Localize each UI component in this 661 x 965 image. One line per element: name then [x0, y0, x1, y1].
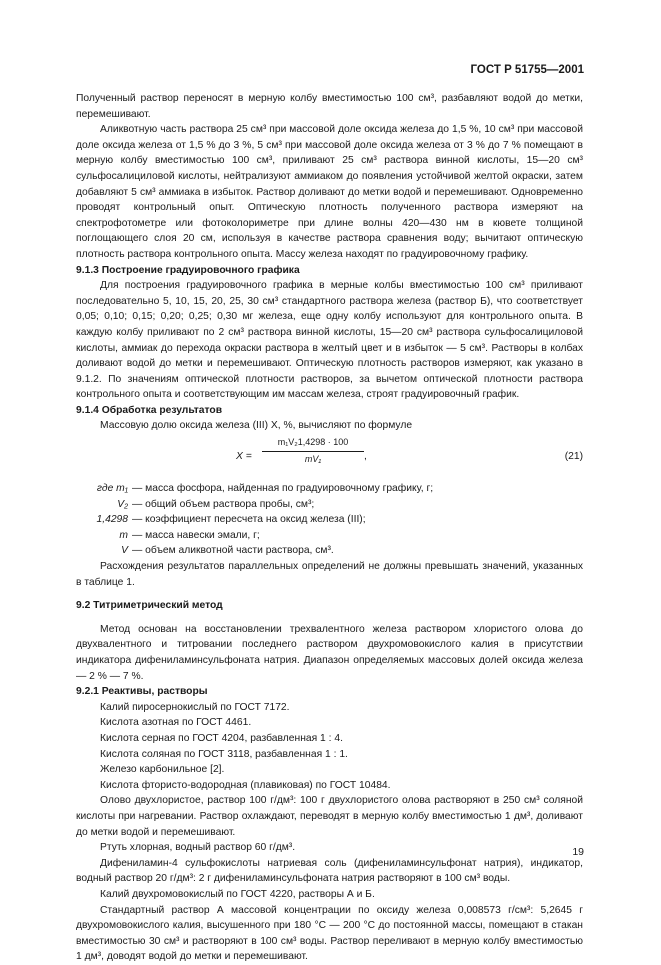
intro-paragraph: Полученный раствор переносят в мерную колбу вместимостью 100 см³, разбавляют водой до метки, перемешивают. — [76, 93, 583, 120]
section-9-2-heading: 9.2 Титриметрический метод — [76, 600, 223, 612]
formula-comma: , — [364, 451, 367, 463]
section-9-1-3-paragraph: Для построения градуировочного графика в мерные колбы вместимостью 100 см³ приливают последовательно 5, 10, 15, 20, 25, 30 см³ стандартного раствора железа (раствор Б), что соответствует 0,05; 0,10; 0,15; 0,20; 0,25; 0,30 мг железа, еще одну колбу используют для контрольного опыта. В каждую колбу приливают по 2 см³ раствора винной кислоты, 15—20 см³ раствора сульфосалициловой кислоты, аммиак до перехода окраски раствора в желтый цвет и в избыток — 5 см³. Растворы в колбах доливают водой до метки и перемешивают. Оптическую плотность растворов измеряют, как указано в 9.1.2. По значениям оптической плотности растворов, за вычетом оптической плотности раствора контрольного опыта и соответствующим им массам железа, строят градуировочный график. — [76, 280, 583, 401]
where-term: 1,4298 — [96, 514, 128, 526]
where-term: где m₁ — [96, 483, 128, 495]
formula-fraction — [262, 436, 364, 466]
where-desc: — масса навески эмали, г; — [132, 529, 260, 541]
formula-lhs: X = — [236, 451, 252, 463]
reagent-item: Кислота азотная по ГОСТ 4461. — [100, 717, 252, 729]
formula-denominator: mV₁ — [304, 454, 322, 465]
section-9-1-4-heading: 9.1.4 Обработка результатов — [76, 404, 223, 416]
where-desc: — масса фосфора, найденная по градуировочному графику, г; — [132, 483, 434, 495]
reagent-item: Кислота серная по ГОСТ 4204, разбавленная 1 : 4. — [100, 732, 343, 744]
where-item — [76, 528, 583, 544]
formula-numerator: m₁V₂1,4298 · 100 — [262, 436, 364, 452]
where-item — [76, 512, 583, 528]
section-9-2-1-heading: 9.2.1 Реактивы, растворы — [76, 686, 208, 698]
document-code: ГОСТ Р 51755—2001 — [470, 64, 584, 76]
reagent-item: Калий двухромовокислый по ГОСТ 4220, растворы А и Б. — [100, 888, 375, 900]
document-body — [76, 91, 583, 965]
reagent-item: Калий пиросернокислый по ГОСТ 7172. — [100, 701, 290, 713]
reagent-item: Ртуть хлорная, водный раствор 60 г/дм³. — [100, 842, 296, 854]
where-term: V₂ — [117, 498, 128, 510]
reagent-item: Дифениламин-4 сульфокислоты натриевая соль (дифениламинсульфонат натрия), индикатор, водный раствор 20 г/дм³: 2 г дифениламинсульфоната натрия растворяют в 100 см³ воды. — [76, 857, 583, 885]
where-desc: — общий объем раствора пробы, см³; — [132, 498, 315, 510]
reagent-item: Кислота соляная по ГОСТ 3118, разбавленная 1 : 1. — [100, 748, 348, 760]
where-item — [76, 497, 583, 513]
section-9-1-3-heading: 9.1.3 Построение градуировочного графика — [76, 264, 300, 276]
reagent-item: Олово двухлористое, раствор 100 г/дм³: 100 г двухлористого олова растворяют в 250 см³ соляной кислоты при нагревании. Раствор охлаждают, переводят в мерную колбу вместимостью 1 дм³, доливают до метки водой и перемешивают. — [76, 795, 583, 838]
where-desc: — коэффициент пересчета на оксид железа (III); — [132, 514, 366, 526]
aliquot-paragraph: Аликвотную часть раствора 25 см³ при массовой доле оксида железа до 1,5 %, 10 см³ при массовой доле оксида железа от 1,5 % до 3 %, 5 см³ при массовой доле оксида железа от 3 % до 7 % помещают в мерную колбу вместимостью 100 см³, приливают 25 см³ раствора винной кислоты, 15—20 см³ сульфосалициловой кислоты, нейтрализуют аммиаком до появления устойчивой желтой окраски, затем добавляют 5 см³ аммиака в избыток. Раствор доливают до метки водой и перемешивают. Одновременно проводят контрольный опыт. Оптическую плотность полученного раствора измеряют на спектрофотометре или фотоколориметре при длине волны 420—430 нм в кювете толщиной поглощающего слоя 20 см, используя в качестве раствора сравнения воду; вычитают оптическую плотность раствора контрольного опыта. Массу железа находят по градуировочному графику. — [76, 124, 583, 260]
where-term: V — [121, 545, 128, 557]
where-item — [76, 481, 583, 497]
formula-number: (21) — [564, 451, 583, 463]
where-term: m — [119, 529, 128, 541]
page-number: 19 — [572, 846, 584, 858]
where-item — [76, 543, 583, 559]
reagent-item: Стандартный раствор А массовой концентрации по оксиду железа 0,008573 г/см³: 5,2645 г двухромовокислого калия, высушенного при 180 °C — 200 °C до постоянной массы, помещают в стакан вместимостью 30 см³ и растворяют в 100 см³ воды. Раствор переливают в мерную колбу вместимостью 1 дм³, доводят водой до метки и перемешивают. — [76, 904, 583, 963]
tolerance-paragraph: Расхождения результатов параллельных определений не должны превышать значений, указанных в таблице 1. — [76, 561, 583, 588]
reagent-item: Кислота фтористо-водородная (плавиковая) по ГОСТ 10484. — [100, 779, 391, 791]
reagent-item: Железо карбонильное [2]. — [100, 764, 225, 776]
section-9-2-paragraph: Метод основан на восстановлении трехвалентного железа раствором хлористого олова до двухвалентного и титровании последнего раствором двухромовокислого калия в присутствии индикатора дифениламинсульфоната натрия. Диапазон определяемых массовых долей оксида железа — 2 % — 7 %. — [76, 623, 583, 682]
formula-21 — [76, 435, 583, 481]
section-9-1-4-paragraph: Массовую долю оксида железа (III) X, %, вычисляют по формуле — [100, 420, 413, 432]
where-desc: — объем аликвотной части раствора, см³. — [132, 545, 334, 557]
